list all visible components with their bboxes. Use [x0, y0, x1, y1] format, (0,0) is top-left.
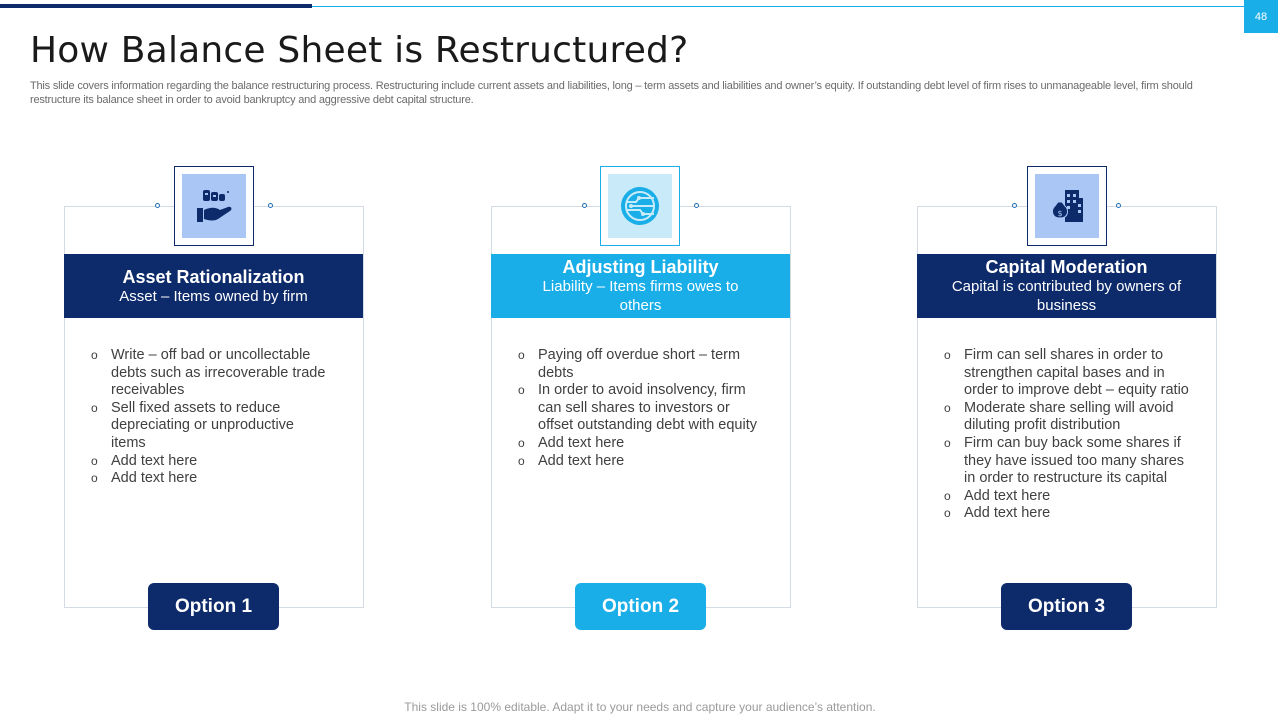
svg-text:$: $: [1057, 209, 1063, 218]
list-item: o Firm can buy back some shares if they have issued too many shares in order to restructure its capital: [944, 435, 1194, 488]
option-2-button[interactable]: Option 2: [575, 583, 706, 630]
option-subheading: Capital is contributed by owners of business: [951, 278, 1182, 314]
connector-dot: [582, 203, 587, 208]
option-3-button[interactable]: Option 3: [1001, 583, 1132, 630]
building-moneybag-icon: [1035, 174, 1099, 238]
list-item: o Add text here: [91, 453, 331, 471]
connector-dot: [1012, 203, 1017, 208]
top-accent-bar: [0, 4, 312, 8]
bullet-list-3: [944, 347, 1194, 523]
list-item: o In order to avoid insolvency, firm can sell shares to investors or offset outstanding debt with equity: [518, 382, 768, 435]
icon-frame-3: [1027, 166, 1107, 246]
list-item: o Write – off bad or uncollectable debts such as irrecoverable trade receivables: [91, 347, 331, 400]
connector-dot: [268, 203, 273, 208]
list-item: o Add text here: [91, 470, 331, 488]
option-heading: Adjusting Liability: [562, 257, 719, 277]
connector-dot: [1116, 203, 1121, 208]
circuit-globe-icon: [608, 174, 672, 238]
list-item: o Add text here: [944, 488, 1194, 506]
option-header-2: [491, 254, 790, 318]
money-hand-icon: [182, 174, 246, 238]
option-subheading: Liability – Items firms owes to others: [542, 278, 739, 314]
list-item: o Firm can sell shares in order to strengthen capital bases and in order to improve debt – equity ratio: [944, 347, 1194, 400]
list-item: o Add text here: [518, 453, 768, 471]
option-header-1: [64, 254, 363, 318]
page-number: 48: [1244, 0, 1278, 33]
bullet-list-1: [91, 347, 331, 488]
list-item: o Sell fixed assets to reduce depreciating or unproductive items: [91, 400, 331, 453]
option-heading: Asset Rationalization: [122, 266, 305, 287]
page-title: How Balance Sheet is Restructured?: [30, 30, 689, 71]
icon-frame-2: [600, 166, 680, 246]
icon-frame-1: [174, 166, 254, 246]
connector-dot: [155, 203, 160, 208]
option-1-button[interactable]: Option 1: [148, 583, 279, 630]
list-item: o Paying off overdue short – term debts: [518, 347, 768, 382]
list-item: o Moderate share selling will avoid diluting profit distribution: [944, 400, 1194, 435]
bullet-list-2: [518, 347, 768, 470]
list-item: o Add text here: [518, 435, 768, 453]
connector-dot: [694, 203, 699, 208]
page-subtitle: This slide covers information regarding the balance restructuring process. Restructuring include current assets and liabilities, long – term assets and liabilities and owner’s equity. If outstanding debt level of firm rises to unmanageable level, firm should restructure its balance sheet in order to avoid bankruptcy and aggressive debt capital structure.: [30, 80, 1193, 106]
list-item: o Add text here: [944, 505, 1194, 523]
footer-note: This slide is 100% editable. Adapt it to your needs and capture your audience’s attention.: [404, 700, 876, 714]
top-accent-line: [312, 6, 1244, 7]
option-subheading: Asset – Items owned by firm: [119, 287, 308, 305]
option-heading: Capital Moderation: [985, 257, 1148, 277]
option-header-3: [917, 254, 1216, 318]
